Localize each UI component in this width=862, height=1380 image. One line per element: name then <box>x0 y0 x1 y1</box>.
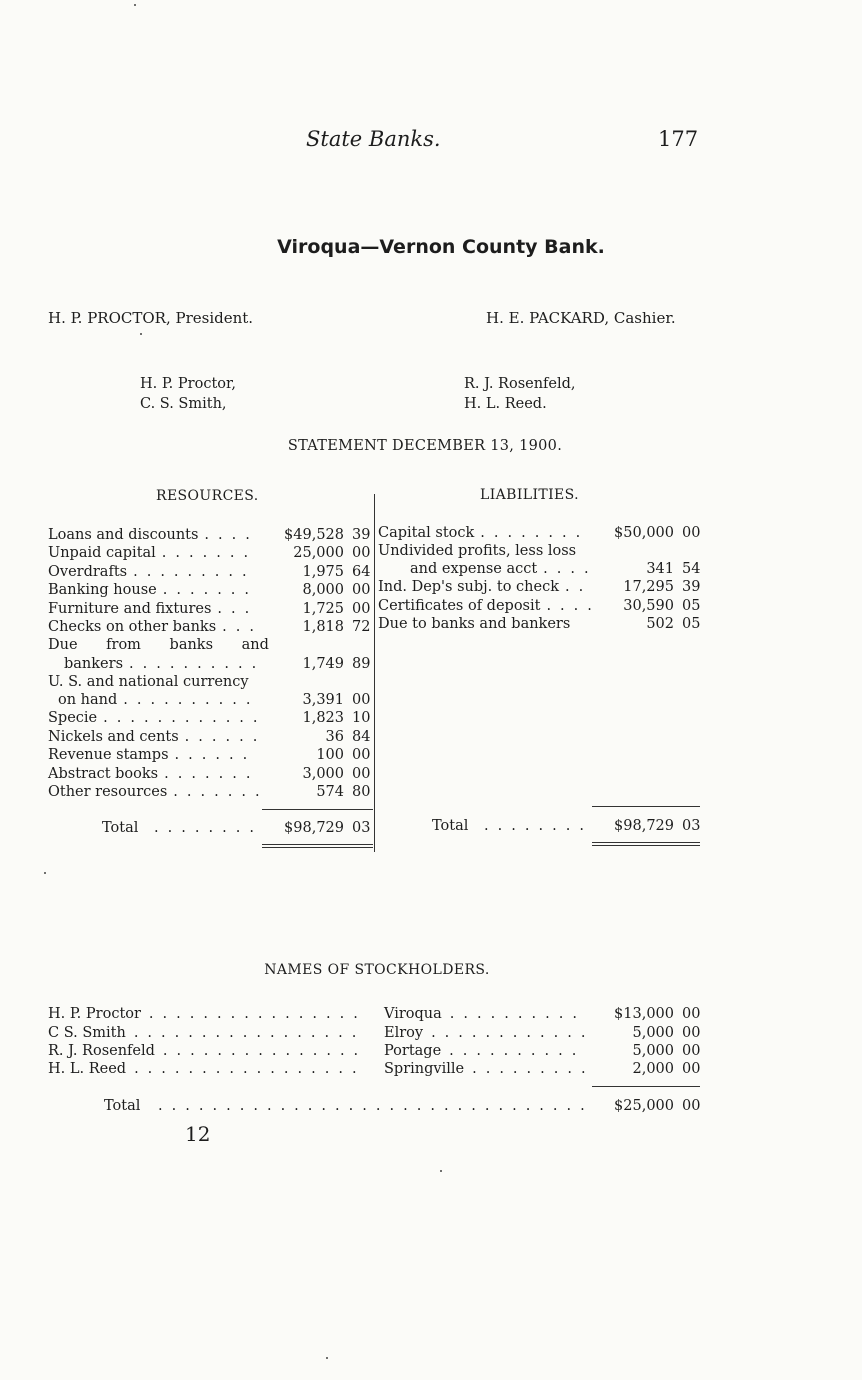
signature-mark: 12 <box>185 1122 211 1146</box>
leader-dots: . . . . . . . . . . . . . . . . <box>148 1006 361 1022</box>
director-right-2: H. L. Reed. <box>464 396 547 412</box>
resource-amount: 8,000 <box>302 582 344 598</box>
liability-label: Certificates of deposit <box>378 598 541 614</box>
leader-dots: . . . . . . . <box>164 766 253 782</box>
liability-label: and expense acct <box>410 561 538 577</box>
liability-cents: 05 <box>682 598 701 614</box>
leader-dots: . . . . . . . . . . . . <box>431 1025 588 1041</box>
leader-dots: . . . <box>222 619 257 635</box>
paper-speck <box>140 333 142 335</box>
leader-dots: . . . . . . <box>174 747 250 763</box>
resources-heading: RESOURCES. <box>156 488 259 504</box>
paper-speck <box>326 1357 328 1359</box>
liabilities-total-amount: $98,729 <box>614 818 674 834</box>
resource-amount: 100 <box>316 747 344 763</box>
running-title: State Banks. <box>306 127 441 151</box>
liabilities-total-rule-2 <box>592 845 700 846</box>
resource-amount: 1,818 <box>302 619 344 635</box>
liabilities-heading: LIABILITIES. <box>480 487 580 503</box>
bank-title: Viroqua—Vernon County Bank. <box>277 236 605 258</box>
resource-amount: 3,391 <box>302 692 344 708</box>
resource-label: Checks on other banks <box>48 619 217 635</box>
director-right-1: R. J. Rosenfeld, <box>464 376 576 392</box>
liabilities-total-rule-1 <box>592 842 700 843</box>
stockholders-total-amount: $25,000 <box>614 1098 674 1114</box>
leader-dots: . . . . . . . . <box>154 820 257 836</box>
resource-label: Revenue stamps <box>48 747 169 763</box>
stockholder-name: C S. Smith <box>48 1025 126 1041</box>
stockholder-town: Elroy <box>384 1025 424 1041</box>
resource-label: Abstract books <box>48 766 159 782</box>
leader-dots: . . . . . . . <box>162 582 252 598</box>
resource-cents: 39 <box>352 527 371 543</box>
leader-dots: . . . . . . . . . . . . . . . <box>162 1043 361 1059</box>
leader-dots: . . . . . . . . <box>484 818 587 834</box>
resource-cents: 00 <box>352 692 371 708</box>
paper-speck <box>134 4 136 6</box>
liability-amount: 30,590 <box>623 598 674 614</box>
resources-total-amount: $98,729 <box>284 820 344 836</box>
leader-dots: . . . <box>217 601 252 617</box>
resource-amount: 1,749 <box>302 656 344 672</box>
leader-dots: . . . . . . . . <box>480 525 583 541</box>
resource-label: Specie <box>48 710 98 726</box>
leader-dots: . . . . . . . . . . <box>123 692 253 708</box>
resource-label: Due from banks and <box>48 637 269 653</box>
liability-amount: 17,295 <box>623 579 674 595</box>
stockholder-cents: 00 <box>682 1043 701 1059</box>
leader-dots: . . . . . . . <box>173 784 262 800</box>
resource-amount: 36 <box>325 729 344 745</box>
resource-cents: 00 <box>352 545 371 561</box>
director-left-1: H. P. Proctor, <box>140 376 236 392</box>
resource-amount: 1,823 <box>302 710 344 726</box>
stockholder-town: Portage <box>384 1043 442 1059</box>
liability-cents: 39 <box>682 579 701 595</box>
stockholders-total-label: Total <box>104 1098 141 1114</box>
liability-amount: 341 <box>646 561 674 577</box>
stockholder-cents: 00 <box>682 1025 701 1041</box>
stockholder-town: Springville <box>384 1061 465 1077</box>
president-line: H. P. PROCTOR, President. <box>48 309 254 327</box>
resource-label: Furniture and fixtures <box>48 601 212 617</box>
leader-dots: . . . . . . <box>184 729 260 745</box>
leader-dots: . . . . . . . . . . . . . . . . . . . . . . . . . . . . . . . . <box>158 1098 587 1114</box>
resource-cents: 80 <box>352 784 371 800</box>
resource-label: U. S. and national currency <box>48 674 249 690</box>
cashier-line: H. E. PACKARD, Cashier. <box>486 309 676 327</box>
leader-dots: . . . . <box>543 561 591 577</box>
liability-label: Due to banks and bankers <box>378 616 571 632</box>
liability-label: Ind. Dep's subj. to check <box>378 579 559 595</box>
leader-dots: . . . . . . . . . <box>472 1061 588 1077</box>
leader-dots: . . . . . . . . . . . . . . . . . <box>134 1061 359 1077</box>
paper-speck <box>440 1170 442 1172</box>
resource-label: Other resources <box>48 784 168 800</box>
resource-label: Loans and discounts <box>48 527 199 543</box>
liability-cents: 05 <box>682 616 701 632</box>
resources-total-label: Total <box>102 820 139 836</box>
leader-dots: . . . . . . . . . . . . <box>103 710 260 726</box>
liability-label: Capital stock <box>378 525 475 541</box>
liabilities-total-label: Total <box>432 818 469 834</box>
statement-title: STATEMENT DECEMBER 13, 1900. <box>287 438 563 454</box>
resource-amount: 574 <box>316 784 344 800</box>
liabilities-total-cents: 03 <box>682 818 701 834</box>
resource-label: bankers <box>64 656 124 672</box>
stockholder-name: H. L. Reed <box>48 1061 127 1077</box>
resource-label: Overdrafts <box>48 564 128 580</box>
stockholder-cents: 00 <box>682 1006 701 1022</box>
stockholders-heading: NAMES OF STOCKHOLDERS. <box>264 962 490 978</box>
resource-label: on hand <box>58 692 118 708</box>
resource-cents: 89 <box>352 656 371 672</box>
resource-label: Banking house <box>48 582 157 598</box>
leader-dots: . . . . . . . <box>161 545 251 561</box>
column-divider <box>374 494 375 852</box>
stockholder-amount: 5,000 <box>632 1043 674 1059</box>
resource-amount: 25,000 <box>293 545 344 561</box>
leader-dots: . . . . . . . . . . . . . . . . . <box>133 1025 359 1041</box>
resources-total-rule-2 <box>262 847 373 848</box>
resource-amount: 1,975 <box>302 564 344 580</box>
stockholder-town: Viroqua <box>384 1006 442 1022</box>
leader-dots: . . . . . . . . . . <box>129 656 259 672</box>
liability-label: Undivided profits, less loss <box>378 543 577 559</box>
resource-cents: 00 <box>352 747 371 763</box>
resources-sum-rule <box>262 809 373 810</box>
stockholder-amount: 5,000 <box>632 1025 674 1041</box>
paper-speck <box>44 872 46 874</box>
liability-amount: 502 <box>646 616 674 632</box>
resource-amount: 1,725 <box>302 601 344 617</box>
leader-dots: . . . . <box>546 598 595 614</box>
stockholder-amount: 2,000 <box>632 1061 674 1077</box>
resource-amount: 3,000 <box>302 766 344 782</box>
resource-cents: 00 <box>352 582 371 598</box>
stockholders-sum-rule <box>592 1086 700 1087</box>
leader-dots: . . . . <box>204 527 253 543</box>
resource-label: Unpaid capital <box>48 545 156 561</box>
stockholder-amount: $13,000 <box>614 1006 674 1022</box>
leader-dots: . . . . . . . . . <box>133 564 249 580</box>
stockholder-name: H. P. Proctor <box>48 1006 141 1022</box>
resources-total-rule-1 <box>262 844 373 845</box>
liability-amount: $50,000 <box>614 525 674 541</box>
leader-dots: . . . . . . . . . . <box>449 1006 580 1022</box>
resource-cents: 84 <box>352 729 371 745</box>
resource-cents: 72 <box>352 619 371 635</box>
liability-cents: 00 <box>682 525 701 541</box>
resource-cents: 10 <box>352 710 371 726</box>
page-number: 177 <box>658 127 699 151</box>
resource-cents: 00 <box>352 601 371 617</box>
stockholders-total-cents: 00 <box>682 1098 701 1114</box>
resource-cents: 64 <box>352 564 371 580</box>
leader-dots: . . . . . . . . . . <box>449 1043 579 1059</box>
resource-cents: 00 <box>352 766 371 782</box>
stockholder-name: R. J. Rosenfeld <box>48 1043 155 1059</box>
leader-dots: . . <box>564 579 586 595</box>
liabilities-sum-rule <box>592 806 700 807</box>
director-left-2: C. S. Smith, <box>140 396 227 412</box>
resource-label: Nickels and cents <box>48 729 179 745</box>
resource-amount: $49,528 <box>284 527 344 543</box>
resources-total-cents: 03 <box>352 820 371 836</box>
liability-cents: 54 <box>682 561 701 577</box>
stockholder-cents: 00 <box>682 1061 701 1077</box>
